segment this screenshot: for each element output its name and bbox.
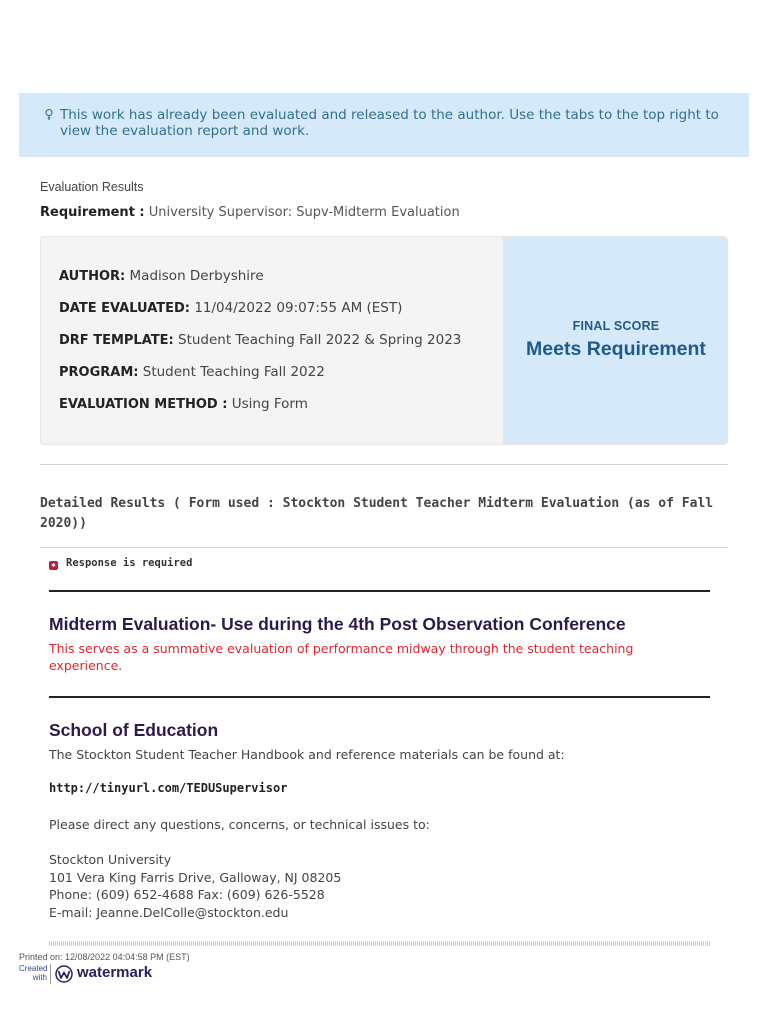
requirement-value: University Supervisor: Supv-Midterm Evaluation bbox=[148, 205, 460, 220]
handbook-link[interactable]: http://tinyurl.com/TEDUSupervisor bbox=[49, 781, 288, 795]
date-evaluated-value: 11/04/2022 09:07:55 AM (EST) bbox=[194, 300, 403, 316]
drf-template-label: DRF TEMPLATE: bbox=[59, 333, 174, 348]
printed-on: Printed on: 12/08/2022 04:04:58 PM (EST) bbox=[19, 952, 190, 962]
contact-address bbox=[49, 851, 341, 921]
evaluation-method-value: Using Form bbox=[231, 396, 308, 412]
final-score-panel bbox=[503, 237, 728, 445]
lightbulb-icon bbox=[45, 109, 53, 121]
footer-divider bbox=[50, 964, 51, 984]
info-banner-text: This work has already been evaluated and released to the author. Use the tabs to the top right to view the evaluation report and work. bbox=[60, 107, 719, 139]
final-score-value: Meets Requirement bbox=[526, 338, 706, 360]
required-legend-text: Response is required bbox=[66, 557, 193, 569]
dotted-separator bbox=[49, 941, 710, 946]
requirement-line bbox=[40, 205, 460, 220]
section-divider bbox=[49, 696, 710, 698]
divider bbox=[40, 464, 728, 465]
handbook-intro: The Stockton Student Teacher Handbook and reference materials can be found at: bbox=[49, 747, 565, 762]
watermark-logo-icon bbox=[55, 965, 73, 983]
evaluation-method-field bbox=[59, 395, 509, 427]
info-banner bbox=[19, 93, 749, 157]
author-value: Madison Derbyshire bbox=[129, 268, 264, 284]
created-text: Created bbox=[19, 964, 48, 973]
section-label: Evaluation Results bbox=[40, 180, 144, 194]
author-label: AUTHOR: bbox=[59, 269, 126, 284]
watermark-brand: watermark bbox=[77, 964, 153, 981]
with-text: with bbox=[32, 973, 47, 982]
evaluation-summary-card bbox=[40, 236, 728, 445]
divider bbox=[40, 547, 728, 548]
required-asterisk-icon: ✱ bbox=[49, 561, 58, 570]
date-evaluated-field bbox=[59, 299, 509, 331]
section-divider bbox=[49, 590, 710, 592]
program-label: PROGRAM: bbox=[59, 365, 139, 380]
midterm-description: This serves as a summative evaluation of performance midway through the student teaching experience. bbox=[49, 641, 634, 673]
address-line: 101 Vera King Farris Drive, Galloway, NJ 08205 bbox=[49, 869, 342, 885]
midterm-heading: Midterm Evaluation- Use during the 4th Post Observation Conference bbox=[49, 614, 626, 634]
school-heading: School of Education bbox=[49, 720, 219, 740]
contact-email[interactable]: E-mail: Jeanne.DelColle@stockton.edu bbox=[49, 904, 289, 920]
detailed-results-heading: Detailed Results ( Form used : Stockton Student Teacher Midterm Evaluation (as of Fall 2020)) bbox=[40, 496, 714, 531]
drf-template-field bbox=[59, 331, 509, 363]
final-score-label: FINAL SCORE bbox=[572, 319, 660, 333]
drf-template-value: Student Teaching Fall 2022 & Spring 2023 bbox=[178, 332, 462, 348]
author-field bbox=[59, 267, 509, 299]
address-line: Stockton University bbox=[49, 852, 172, 867]
date-evaluated-label: DATE EVALUATED: bbox=[59, 301, 191, 316]
contact-intro: Please direct any questions, concerns, or technical issues to: bbox=[49, 817, 430, 832]
program-value: Student Teaching Fall 2022 bbox=[142, 364, 325, 380]
evaluation-method-label: EVALUATION METHOD : bbox=[59, 397, 228, 412]
required-legend bbox=[49, 557, 192, 570]
created-with-label bbox=[19, 964, 47, 982]
requirement-label: Requirement : bbox=[40, 205, 145, 220]
summary-fields bbox=[59, 267, 509, 427]
program-field bbox=[59, 363, 509, 395]
address-line: Phone: (609) 652-4688 Fax: (609) 626-5528 bbox=[49, 887, 325, 902]
